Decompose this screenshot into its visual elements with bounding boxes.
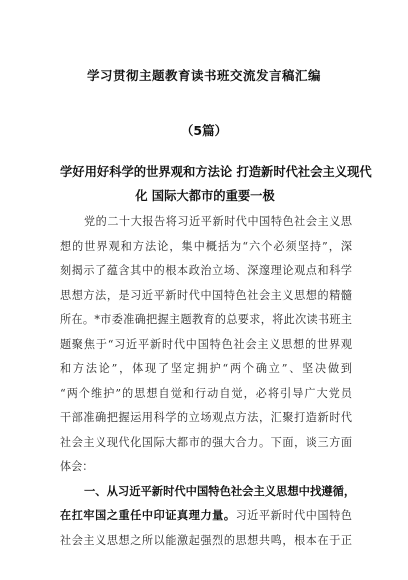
- section-heading-continued: [60, 504, 352, 529]
- body-line: 刻揭示了蕴含其中的根本政治立场、深邃理论观点和科学: [60, 264, 352, 277]
- section-heading: 一、从习近平新时代中国特色社会主义思想中找遵循，: [84, 484, 356, 498]
- body-line: 和方法论”，体现了坚定拥护“两个确立”、坚决做到: [60, 362, 352, 375]
- body-line: 所在。*市委准确把握主题教育的总要求，将此次读书班主: [60, 313, 352, 326]
- section-heading-text-part: 习近平新时代中国特色: [235, 509, 352, 522]
- body-line: 题聚焦于“习近平新时代中国特色社会主义思想的世界观: [60, 337, 352, 351]
- body-line: 体会：: [60, 460, 94, 473]
- body-line: 思想方法，是习近平新时代中国特色社会主义思想的精髓: [60, 288, 352, 302]
- body-line: “两个维护”的思想自觉和行动自觉，必将引导广大党员: [60, 386, 352, 400]
- article-body: [60, 210, 356, 553]
- body-line: 想的世界观和方法论，集中概括为“六个必须坚持”，深: [60, 239, 352, 253]
- body-line: 社会主义现代化国际大都市的强大合力。下面，谈三方面: [60, 435, 352, 449]
- article-title: [60, 160, 372, 208]
- article-title-line: 学好用好科学的世界观和方法论 打造新时代社会主义现代: [60, 165, 372, 179]
- body-line: 干部准确把握运用科学的立场观点方法，汇聚打造新时代: [60, 411, 352, 424]
- section-heading-bold-part: 在扛牢国之重任中印证真理力量。: [60, 509, 236, 522]
- document-title: 学习贯彻主题教育读书班交流发言稿汇编: [86, 68, 321, 83]
- body-line: 党的二十大报告将习近平新时代中国特色社会主义思: [84, 215, 352, 228]
- body-line: 社会主义思想之所以能激起强烈的思想共鸣，根本在于正: [60, 533, 352, 547]
- article-count: （5篇）: [180, 123, 228, 138]
- article-title-line: 化 国际大都市的重要一极: [135, 189, 275, 203]
